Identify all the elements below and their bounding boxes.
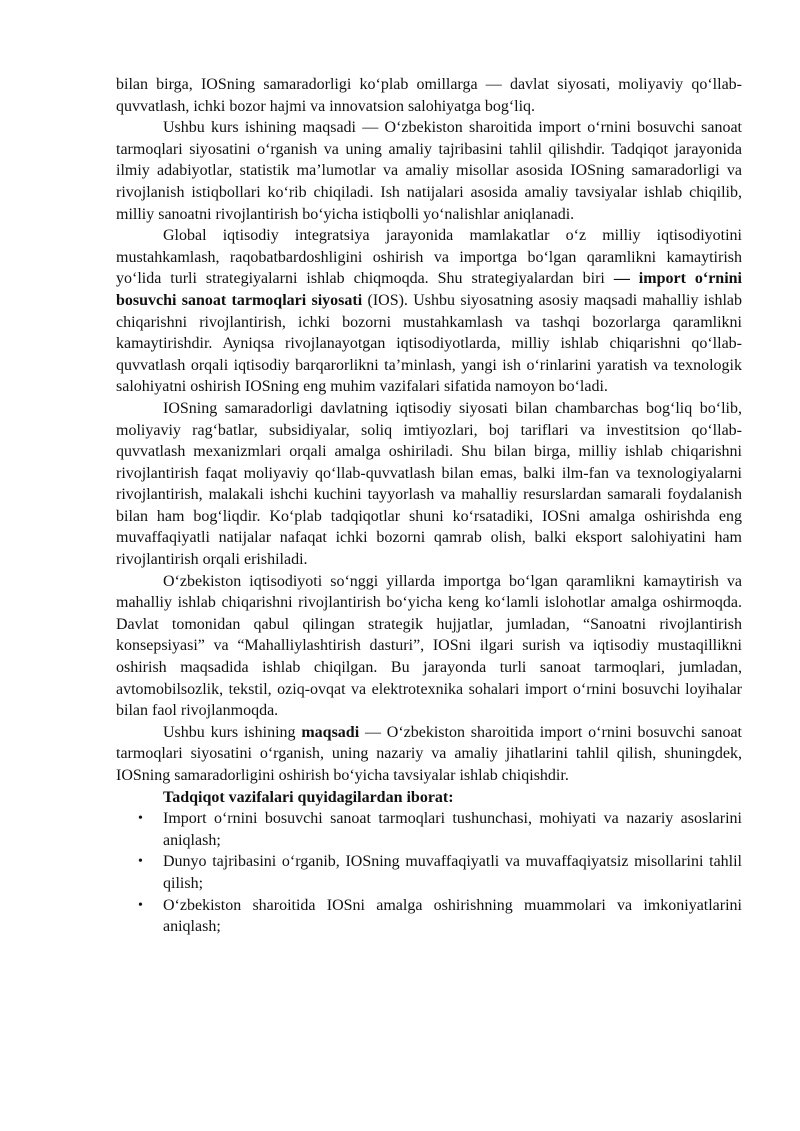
paragraph-course-goal-intro: Ushbu kurs ishining maqsadi — Oʻzbekiston sharoitida import oʻrnini bosuvchi sanoat tarmoqlari siyosatini oʻrganish va uning amaliy tajribasini tahlil qilishdir. Tadqiqot jarayonida ilmiy adabiyotlar, statistik maʼlumotlar va amaliy misollar asosida IOSning samaradorligi va rivojlanish istiqbollari koʻrib chiqiladi. Ish natijalari asosida amaliy tavsiyalar ishlab chiqilib, milliy sanoatni rivojlantirish boʻyicha istiqbolli yoʻnalishlar aniqlanadi.	[116, 119, 742, 223]
bullet-icon: •	[138, 897, 143, 913]
paragraph-text: Ushbu kurs ishining	[163, 723, 302, 741]
list-item-text: Dunyo tajribasini oʻrganib, IOSning muvaffaqiyatli va muvaffaqiyatsiz misollarini tahlil qilish;	[163, 853, 742, 892]
paragraph-ios-efficiency: IOSning samaradorligi davlatning iqtisodiy siyosati bilan chambarchas bogʻliq boʻlib, moliyaviy ragʻbatlar, subsidiyalar, soliq imtiyozlari, boj tariflari va investitsion qoʻllab-quvvatlash mexanizmlari orqali amalga oshiriladi. Shu bilan birga, milliy ishlab chiqarishni rivojlantirish faqat moliyaviy qoʻllab-quvvatlash bilan emas, balki ilm-fan va texnologiyalarni rivojlantirish, malakali ishchi kuchini tayyorlash va mahalliy resurslardan samarali foydalanish bilan ham bogʻliqdir. Koʻplab tadqiqotlar shuni koʻrsatadiki, IOSni amalga oshirishda eng muvaffaqiyatli natijalar nafaqat ichki bozorni qamrab olish, balki eksport salohiyatini ham rivojlantirish orqali erishiladi.	[116, 399, 742, 569]
tasks-list	[116, 808, 742, 938]
paragraph-continuation: bilan birga, IOSning samaradorligi koʻplab omillarga — davlat siyosati, moliyaviy qoʻllab-quvvatlash, ichki bozor hajmi va innovatsion salohiyatga bogʻliq.	[116, 76, 742, 115]
list-item	[116, 808, 742, 851]
tasks-heading: Tadqiqot vazifalari quyidagilardan iborat:	[163, 788, 454, 806]
document-page	[116, 74, 742, 938]
list-item	[116, 895, 742, 938]
list-item-text: Oʻzbekiston sharoitida IOSni amalga oshirishning muammolari va imkoniyatlarini aniqlash;	[163, 896, 742, 936]
paragraph-text: (IOS). Ushbu siyosatning asosiy maqsadi mahalliy ishlab chiqarishni rivojlantirish, ichki bozorni mustahkamlash va tashqi bozorlarga qaramlikni kamaytirishdir. Ayniqsa rivojlanayotgan iqtisodiyotlarda, milliy ishlab chiqarishni qoʻllab-quvvatlash orqali iqtisodiy barqarorlikni taʼminlash, yangi ish oʻrinlarini yaratish va texnologik salohiyatni oshirish IOSning eng muhim vazifalari sifatida namoyon boʻladi.	[116, 291, 742, 396]
paragraph-text: Global iqtisodiy integratsiya jarayonida mamlakatlar oʻz milliy iqtisodiyotini mustahkamlash, raqobatbardoshligini oshirish va importga boʻlgan qaramlikni kamaytirish yoʻlida turli strategiyalarni ishlab chiqmoqda. Shu strategiyalardan biri	[116, 227, 742, 288]
bullet-icon: •	[138, 854, 143, 870]
list-item	[116, 851, 742, 894]
paragraph-uzbekistan-economy: Oʻzbekiston iqtisodiyoti soʻnggi yillarda importga boʻlgan qaramlikni kamaytirish va mahalliy ishlab chiqarishni rivojlantirish boʻyicha keng koʻlamli islohotlar amalga oshirmoqda. Davlat tomonidan qabul qilingan strategik hujjatlar, jumladan, “Sanoatni rivojlantirish konsepsiyasi” va “Mahalliylashtirish dasturi”, IOSni ilgari surish va iqtisodiy mustaqillikni oshirish maqsadida ishlab chiqilgan. Bu jarayonda turli sanoat tarmoqlari, jumladan, avtomobilsozlik, tekstil, oziq-ovqat va elektrotexnika sohalari import oʻrnini bosuvchi loyihalar bilan faol rivojlanmoqda.	[116, 572, 742, 720]
list-item-text: Import oʻrnini bosuvchi sanoat tarmoqlari tushunchasi, mohiyati va nazariy asoslarini aniqlash;	[163, 810, 742, 849]
bold-term-ios: — import oʻrnini bosuvchi sanoat tarmoqlari siyosati	[116, 270, 742, 309]
bullet-icon: •	[138, 811, 143, 827]
paragraph-text: — Oʻzbekiston sharoitida import oʻrnini bosuvchi sanoat tarmoqlari siyosatini oʻrganish, uning nazariy va amaliy jihatlarini tahlil qilish, shuningdek, IOSning samaradorligini oshirish boʻyicha tavsiyalar ishlab chiqishdir.	[116, 723, 742, 784]
paragraph-course-goal	[116, 722, 742, 787]
bold-term-goal: maqsadi	[301, 723, 360, 741]
paragraph-global-integration	[116, 225, 742, 398]
